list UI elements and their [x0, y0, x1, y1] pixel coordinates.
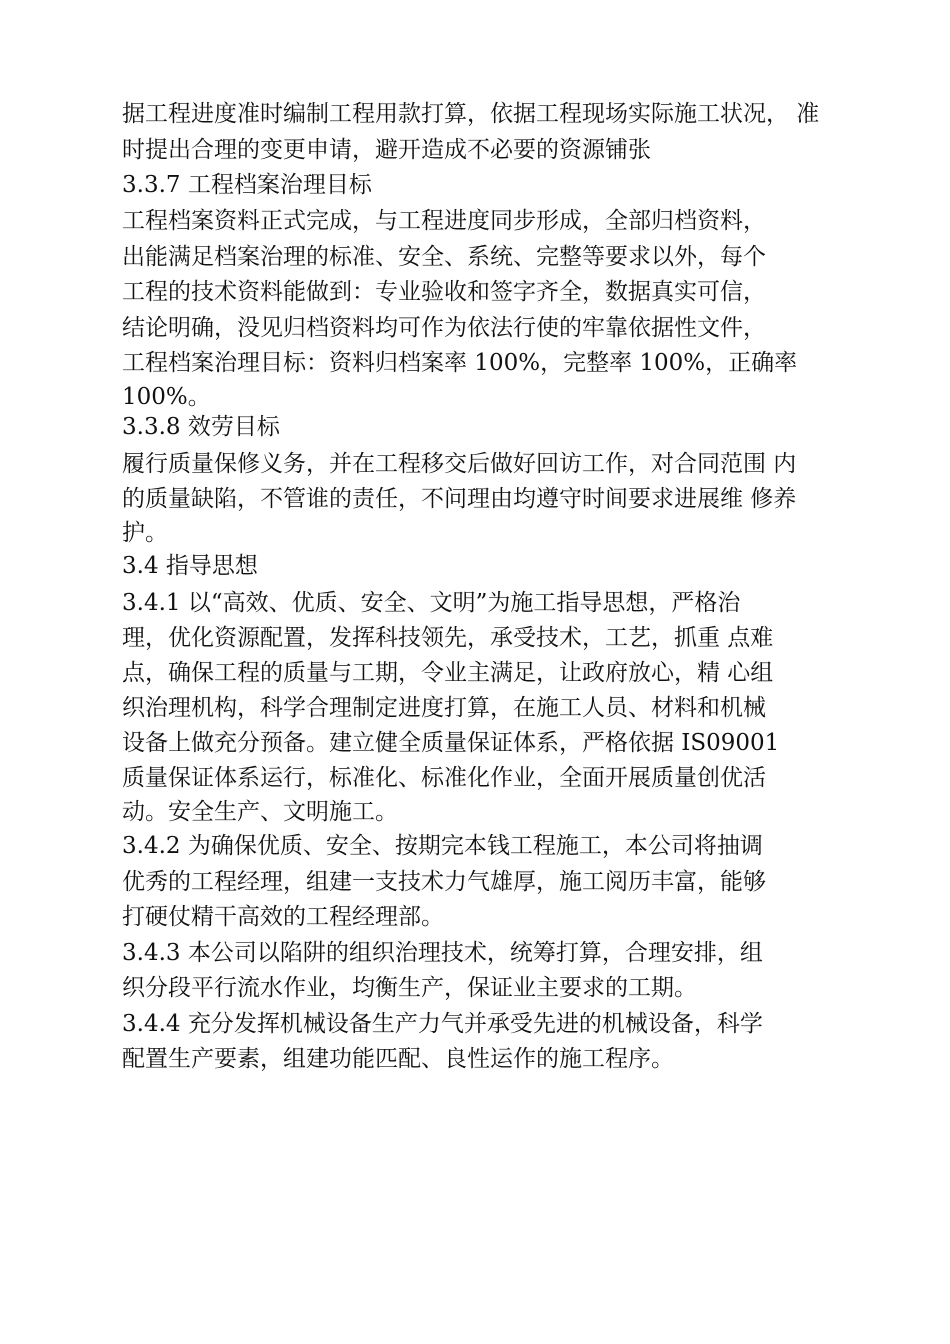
text-line: 3.4.3 本公司以陷阱的组织治理技术，统筹打算，合理安排，组	[122, 940, 763, 966]
text-line: 打硬仗精干高效的工程经理部。	[122, 904, 444, 930]
text-line: 100%。	[122, 384, 211, 410]
text-line: 理，优化资源配置，发挥科技领先，承受技术，工艺，抓重 点难	[122, 625, 774, 651]
text-line: 优秀的工程经理，组建一支技术力气雄厚，施工阅历丰富，能够	[122, 869, 766, 895]
text-line: 结论明确，没见归档资料均可作为依法行使的牢靠依据性文件，	[122, 315, 766, 341]
text-line: 据工程进度准时编制工程用款打算，依据工程现场实际施工状况， 准	[122, 101, 820, 127]
text-line: 织治理机构，科学合理制定进度打算，在施工人员、材料和机械	[122, 695, 766, 721]
text-line: 配置生产要素，组建功能匹配、良性运作的施工程序。	[122, 1046, 674, 1072]
text-line: 的质量缺陷，不管谁的责任，不问理由均遵守时间要求进展维 修养	[122, 486, 797, 512]
text-line: 护。	[122, 520, 168, 546]
text-line: 织分段平行流水作业，均衡生产，保证业主要求的工期。	[122, 975, 697, 1001]
text-line: 质量保证体系运行，标准化、标准化作业，全面开展质量创优活	[122, 765, 766, 791]
text-line: 时提出合理的变更申请，避开造成不必要的资源铺张	[122, 137, 651, 163]
text-line: 出能满足档案治理的标准、安全、系统、完整等要求以外，每个	[122, 244, 766, 270]
text-line: 工程的技术资料能做到：专业验收和签字齐全，数据真实可信，	[122, 279, 766, 305]
section-heading: 3.4 指导思想	[122, 553, 258, 579]
section-heading: 3.3.8 效劳目标	[122, 414, 280, 440]
text-line: 动。安全生产、文明施工。	[122, 799, 398, 825]
text-line: 设备上做充分预备。建立健全质量保证体系，严格依据 IS09001	[122, 730, 780, 756]
section-heading: 3.3.7 工程档案治理目标	[122, 172, 372, 198]
text-line: 点，确保工程的质量与工期，令业主满足，让政府放心，精 心组	[122, 660, 774, 686]
text-line: 3.4.2 为确保优质、安全、按期完本钱工程施工，本公司将抽调	[122, 833, 763, 859]
text-line: 3.4.4 充分发挥机械设备生产力气并承受先进的机械设备，科学	[122, 1011, 763, 1037]
text-line: 工程档案治理目标：资料归档案率 100%，完整率 100%，正确率	[122, 350, 798, 376]
text-line: 3.4.1 以“高效、优质、安全、文明”为施工指导思想，严格治	[122, 590, 741, 616]
text-line: 工程档案资料正式完成，与工程进度同步形成，全部归档资料，	[122, 208, 766, 234]
text-line: 履行质量保修义务，并在工程移交后做好回访工作，对合同范围 内	[122, 451, 797, 477]
